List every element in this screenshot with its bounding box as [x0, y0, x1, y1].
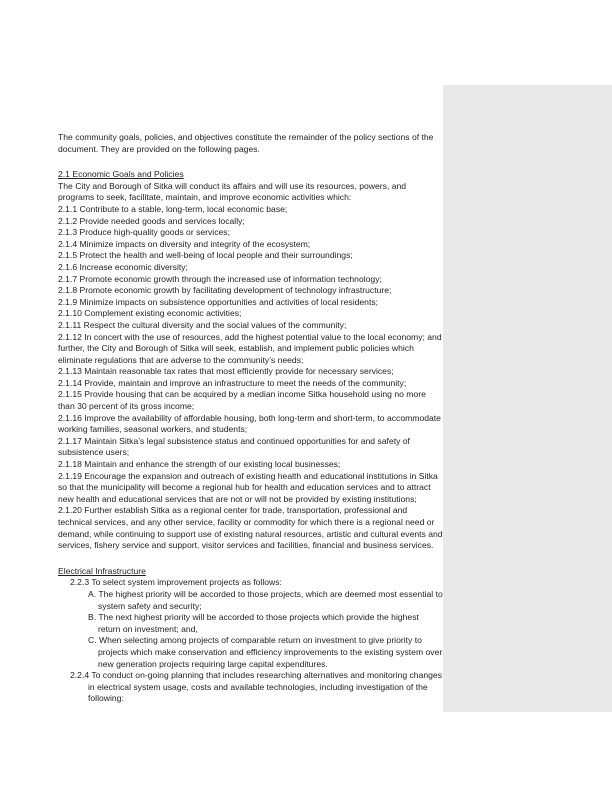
paragraph: 2.1.2 Provide needed goods and services locally; — [58, 215, 245, 226]
paragraph: 2.1.6 Increase economic diversity; — [58, 261, 188, 272]
paragraph: 2.1.15 Provide housing that can be acquired by a median income Sitka household using no more than 30 percent of its gross income; — [58, 389, 426, 412]
paragraph: 2.1.7 Promote economic growth through the increased use of information technology; — [58, 273, 382, 284]
paragraph: 2.1.16 Improve the availability of affordable housing, both long-term and short-term, to accommodate working families, seasonal workers, and students; — [58, 412, 441, 435]
paragraph: 2.1.11 Respect the cultural diversity and the social values of the community; — [58, 319, 347, 330]
sub-item: C. When selecting among projects of comparable return on investment to give priority to projects which make conservation and efficiency improvements to the existing system over new generation projects requiring large capital expenditures. — [88, 635, 443, 669]
paragraph: 2.1.14 Provide, maintain and improve an infrastructure to meet the needs of the community; — [58, 377, 407, 388]
paragraph: 2.1.3 Produce high-quality goods or services; — [58, 227, 230, 238]
paragraph: 2.1.1 Contribute to a stable, long-term, local economic base; — [58, 203, 288, 214]
numbered-item: 2.2.4 To conduct on-going planning that includes researching alternatives and monitoring changes in electrical system usage, costs and available technologies, including investigation of the following: — [70, 670, 443, 704]
numbered-item: 2.2.3 To select system improvement projects as follows: — [70, 577, 282, 588]
paragraph: 2.1.18 Maintain and enhance the strength of our existing local businesses; — [58, 459, 341, 470]
paragraph: 2.1.20 Further establish Sitka as a regional center for trade, transportation, professional and technical services, and any other service, facility or commodity for which there is a regional need or demand, while continuing to support use of existing natural resources, artistic and cultural events and services, fishery service and support, visitor services and facilities, financial and business services. — [58, 505, 443, 551]
paragraph-gap — [58, 155, 443, 169]
section-heading: Electrical Infrastructure — [58, 565, 146, 576]
paragraph: 2.1.4 Minimize impacts on diversity and integrity of the ecosystem; — [58, 238, 311, 249]
paragraph: The community goals, policies, and objectives constitute the remainder of the policy sections of the document. They are provided on the following pages. — [58, 132, 434, 154]
paragraph: 2.1.12 In concert with the use of resources, add the highest potential value to the local economy; and further, the City and Borough of Sitka will seek, establish, and implement public policies which eliminate regulations that are adverse to the community’s needs; — [58, 331, 442, 365]
paragraph: 2.1.8 Promote economic growth by facilitating development of technology infrastructure; — [58, 285, 392, 296]
section-heading: 2.1 Economic Goals and Policies — [58, 169, 184, 180]
paragraph-gap — [58, 552, 443, 566]
paragraph: 2.1.17 Maintain Sitka’s legal subsistence status and continued opportunities for and safety of subsistence users; — [58, 435, 410, 458]
document-content — [58, 132, 443, 705]
paragraph: 2.1.19 Encourage the expansion and outreach of existing health and educational institutions in Sitka so that the municipality will become a regional hub for health and education services and to attract new health and educational services that are not or will not be provided by existing institutions; — [58, 470, 438, 504]
paragraph: The City and Borough of Sitka will conduct its affairs and will use its resources, powers, and programs to seek, facilitate, maintain, and improve economic activities which: — [58, 180, 407, 203]
paragraph: 2.1.5 Protect the health and well-being of local people and their surroundings; — [58, 250, 353, 261]
sub-item: B. The next highest priority will be accorded to those projects which provide the highest return on investment; and, — [88, 612, 419, 634]
paragraph: 2.1.13 Maintain reasonable tax rates that most efficiently provide for necessary services; — [58, 366, 394, 377]
paragraph: 2.1.9 Minimize impacts on subsistence opportunities and activities of local residents; — [58, 296, 379, 307]
side-panel — [443, 85, 612, 712]
sub-item: A. The highest priority will be accorded to those projects, which are deemed most essential to system safety and security; — [88, 588, 443, 611]
paragraph: 2.1.10 Complement existing economic activities; — [58, 308, 242, 319]
